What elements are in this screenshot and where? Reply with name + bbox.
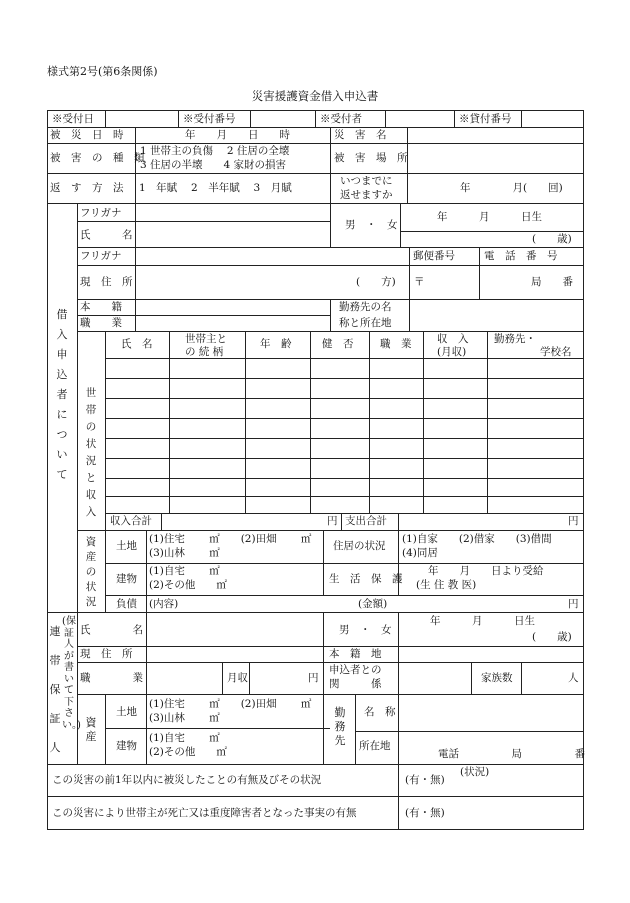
form-title: 災害援護資金借入申込書 bbox=[251, 89, 379, 103]
employer-label-1: 勤務先の名 bbox=[339, 301, 392, 313]
disaster-datetime-label: 被 災 日 時 bbox=[50, 129, 124, 141]
housing-status-label: 住居の状況 bbox=[333, 540, 386, 552]
repay-by-value: 年 月( 回) bbox=[460, 182, 563, 194]
welfare-label: 生 活 保 護 bbox=[329, 573, 403, 585]
guarantor-birth-date: 年 月 日生 bbox=[430, 615, 535, 627]
housing-status-options-1: (1)自家 (2)借家 (3)借間 bbox=[402, 533, 552, 545]
income-total-label: 収入合計 bbox=[110, 515, 152, 527]
guarantor-note: (保証人が書いて下さい。) bbox=[62, 616, 81, 731]
loan-number-label: ※貸付番号 bbox=[459, 113, 512, 125]
guarantor-land-options-2: (3)山林 ㎡ bbox=[149, 712, 220, 724]
applicant-section-label: 借入申込者について bbox=[56, 308, 68, 481]
furigana-label: フリガナ bbox=[80, 207, 122, 219]
col-relation-2: の 続 柄 bbox=[185, 346, 224, 358]
land-label: 土地 bbox=[116, 540, 137, 552]
building-options-1: (1)自宅 ㎡ bbox=[149, 565, 220, 577]
address-furigana-label: フリガナ bbox=[80, 250, 122, 262]
damage-type-options-2: 3 住居の半壊 4 家財の損害 bbox=[140, 159, 287, 171]
guarantor-relation-label-2: 関 係 bbox=[329, 678, 382, 690]
guarantor-employer-address-label: 所在地 bbox=[359, 740, 391, 752]
postal-code-label: 郵便番号 bbox=[413, 250, 455, 262]
guarantor-family-count-unit: 人 bbox=[568, 672, 579, 684]
gender-options: 男 ・ 女 bbox=[345, 219, 398, 231]
guarantor-phone: 電話 局 番 bbox=[438, 748, 585, 760]
guarantor-income-label: 月収 bbox=[227, 672, 248, 684]
guarantor-land-label: 土地 bbox=[116, 706, 137, 718]
damage-location-label: 被 害 場 所 bbox=[334, 152, 408, 164]
guarantor-gender-options: 男 ・ 女 bbox=[339, 624, 392, 636]
receptionist-label: ※受付者 bbox=[320, 113, 362, 125]
guarantor-building-options-2: (2)その他 ㎡ bbox=[149, 746, 227, 758]
col-health: 健 否 bbox=[322, 338, 354, 350]
welfare-date: 年 月 日より受給 bbox=[428, 565, 544, 577]
guarantor-relation-label-1: 申込者との bbox=[329, 664, 382, 676]
death-disability-question: この災害により世帯主が死亡又は重度障害者となった事実の有無 bbox=[52, 807, 357, 819]
disaster-datetime-value: 年 月 日 時 bbox=[185, 129, 290, 141]
guarantor-family-count-label: 家族数 bbox=[481, 672, 513, 684]
guarantor-name-label: 氏 名 bbox=[80, 624, 143, 636]
damage-type-label: 被 害 の 種 類 bbox=[50, 152, 145, 164]
guarantor-section-label: 連帯保証人 bbox=[49, 625, 61, 754]
occupation-label: 職 業 bbox=[80, 317, 122, 329]
land-options-2: (3)山林 ㎡ bbox=[149, 547, 220, 559]
guarantor-age: ( 歳) bbox=[532, 631, 572, 643]
repayment-method-options: 1 年賦 2 半年賦 3 月賦 bbox=[139, 182, 292, 194]
employer-label-2: 称と所在地 bbox=[339, 317, 392, 329]
repayment-method-label: 返 す 方 法 bbox=[50, 182, 124, 194]
welfare-type: (生 住 教 医) bbox=[416, 579, 477, 591]
address-label: 現 住 所 bbox=[80, 276, 133, 288]
damage-type-options-1: 1 世帯主の負傷 2 住居の全壊 bbox=[140, 145, 290, 157]
guarantor-domicile-label: 本 籍 地 bbox=[329, 648, 382, 660]
guarantor-address-label: 現 住 所 bbox=[80, 648, 133, 660]
prior-disaster-answer: (有・無) bbox=[405, 774, 445, 786]
phone-exchange: 局 番 bbox=[531, 276, 573, 288]
col-occupation: 職 業 bbox=[380, 338, 412, 350]
assets-section-label: 資産の状況 bbox=[85, 536, 97, 608]
household-section-label: 世帯の状況と収入 bbox=[85, 387, 97, 518]
income-total-unit: 円 bbox=[327, 515, 338, 527]
guarantor-land-options-1: (1)住宅 ㎡ (2)田畑 ㎡ bbox=[149, 698, 312, 710]
debt-content-label: (内容) bbox=[149, 598, 179, 610]
col-employer-2: 学校名 bbox=[540, 346, 572, 358]
col-name: 氏 名 bbox=[121, 338, 153, 350]
col-age: 年 齢 bbox=[260, 338, 292, 350]
col-employer-1: 勤務先・ bbox=[494, 333, 536, 345]
guarantor-employer-name-label: 名 称 bbox=[364, 706, 396, 718]
guarantor-income-unit: 円 bbox=[308, 672, 319, 684]
expense-total-label: 支出合計 bbox=[345, 515, 387, 527]
building-options-2: (2)その他 ㎡ bbox=[149, 579, 227, 591]
guarantor-occupation-label: 職 業 bbox=[80, 672, 143, 684]
repay-by-label-2: 返せますか bbox=[340, 189, 393, 201]
debt-amount-label: (金額) bbox=[358, 598, 388, 610]
receipt-number-label: ※受付番号 bbox=[183, 113, 236, 125]
debt-label: 負債 bbox=[116, 598, 137, 610]
debt-amount-unit: 円 bbox=[568, 598, 579, 610]
col-income-2: (月収) bbox=[437, 346, 467, 358]
building-label: 建物 bbox=[116, 573, 137, 585]
receipt-date-label: ※受付日 bbox=[52, 113, 94, 125]
prior-disaster-question: この災害の前1年以内に被災したことの有無及びその状況 bbox=[52, 774, 322, 786]
col-relation-1: 世帯主と bbox=[185, 333, 227, 345]
form-number: 様式第2号(第6条関係) bbox=[47, 65, 158, 78]
guarantor-building-label: 建物 bbox=[116, 740, 137, 752]
col-income-1: 収 入 bbox=[437, 333, 469, 345]
care-of: ( 方) bbox=[356, 276, 396, 288]
age: ( 歳) bbox=[532, 233, 572, 245]
postal-mark: 〒 bbox=[414, 276, 425, 288]
prior-disaster-status: (状況) bbox=[460, 766, 490, 778]
guarantor-assets-label: 資産 bbox=[85, 716, 97, 743]
expense-total-unit: 円 bbox=[568, 515, 579, 527]
phone-number-label: 電 話 番 号 bbox=[484, 250, 558, 262]
repay-by-label-1: いつまでに bbox=[340, 175, 393, 187]
birth-date: 年 月 日生 bbox=[437, 211, 542, 223]
guarantor-employer-label: 勤務先 bbox=[334, 706, 346, 747]
death-disability-answer: (有・無) bbox=[405, 807, 445, 819]
guarantor-building-options-1: (1)自宅 ㎡ bbox=[149, 732, 220, 744]
land-options-1: (1)住宅 ㎡ (2)田畑 ㎡ bbox=[149, 533, 312, 545]
housing-status-options-2: (4)同居 bbox=[402, 547, 438, 559]
name-label: 氏 名 bbox=[80, 229, 133, 241]
disaster-name-label: 災 害 名 bbox=[334, 129, 387, 141]
domicile-label: 本 籍 bbox=[80, 301, 122, 313]
